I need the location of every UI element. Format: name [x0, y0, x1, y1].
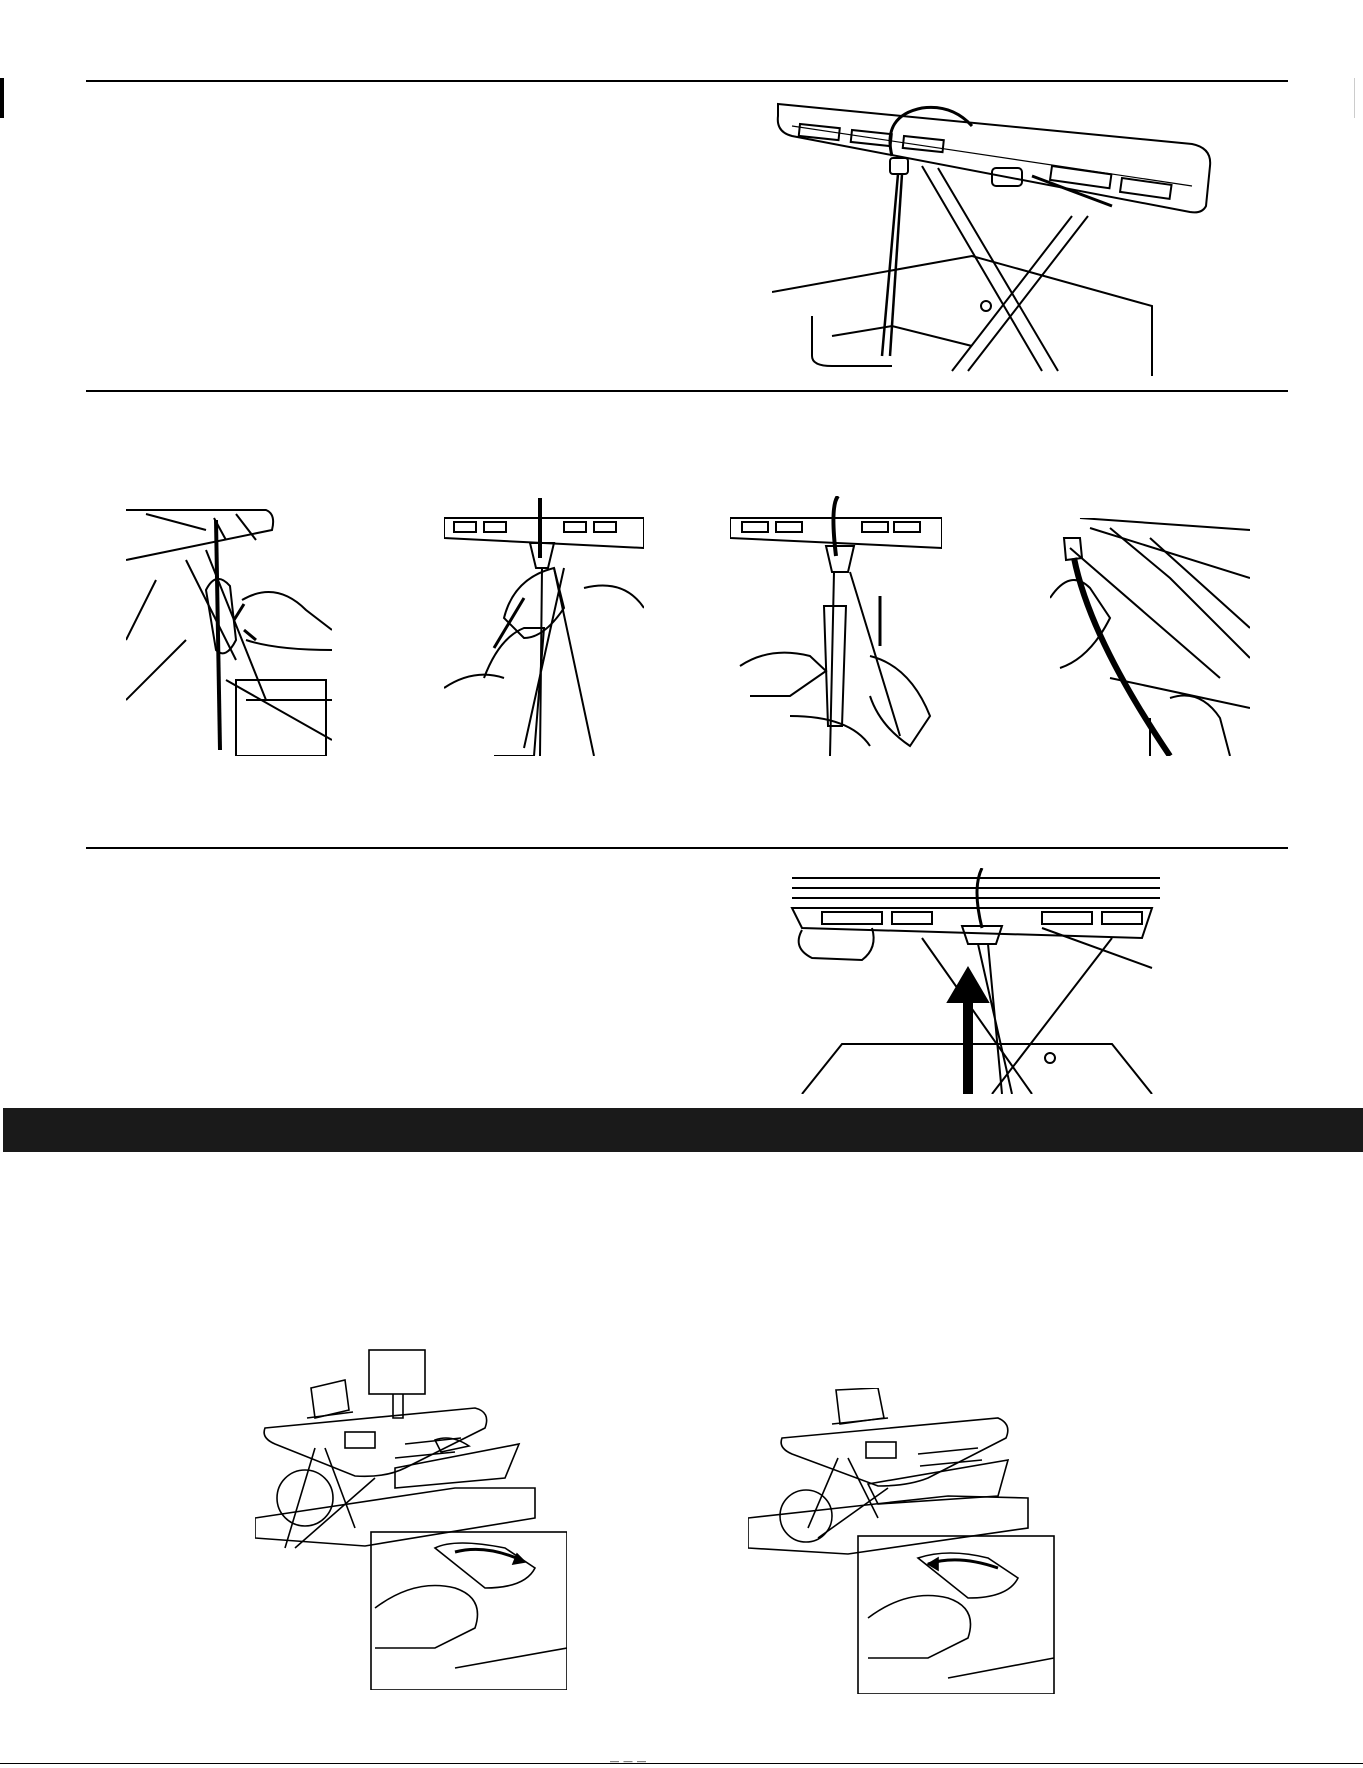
clip-attach-drawing — [126, 500, 332, 756]
step-sleeve-secure-illustration — [730, 496, 942, 756]
desk-raise-lever-drawing — [255, 1348, 567, 1690]
sleeve-finish-drawing — [1050, 518, 1250, 756]
section-divider-1 — [86, 80, 1288, 82]
section-divider-2 — [86, 390, 1288, 392]
desk-lower-lever-drawing — [748, 1388, 1058, 1694]
step-clip-attach-illustration — [126, 500, 332, 756]
page-edge-mark — [1354, 78, 1355, 118]
cord-sleeve-routing-drawing — [782, 868, 1160, 1094]
step-sleeve-wrap-illustration — [444, 498, 644, 756]
sleeve-wrap-drawing — [444, 498, 644, 756]
desk-raise-lever-illustration — [255, 1348, 567, 1690]
sleeve-secure-drawing — [730, 496, 942, 756]
page-edge-tab — [0, 78, 4, 118]
footer-rule — [0, 1763, 1363, 1764]
cord-sleeve-routing-illustration — [782, 868, 1160, 1094]
desk-lower-lever-illustration — [748, 1388, 1058, 1694]
footer-fragment: — — — — [610, 1756, 648, 1766]
step-sleeve-finish-illustration — [1050, 518, 1250, 756]
desk-cord-overview-drawing — [772, 96, 1224, 376]
section-divider-3 — [86, 847, 1288, 849]
desk-cord-overview-illustration — [772, 96, 1224, 376]
section-header-band — [3, 1108, 1363, 1152]
